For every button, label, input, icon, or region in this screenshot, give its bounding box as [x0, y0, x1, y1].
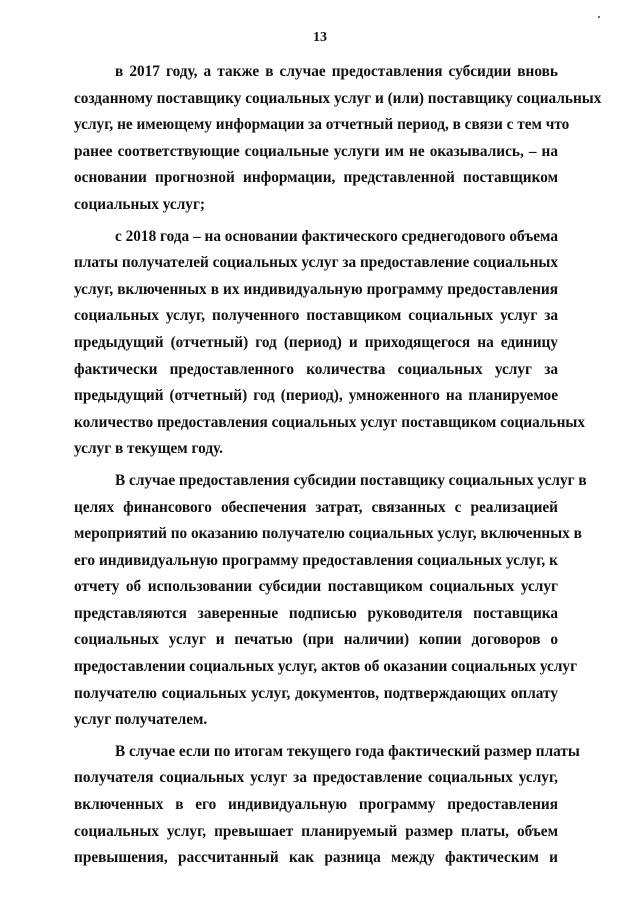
text-line: услуг получателем. — [74, 711, 208, 729]
text-line: предыдущий (отчетный) год (период), умноженного на планируемое — [74, 387, 558, 405]
text-line: услуг, включенных в их индивидуальную программу предоставления — [74, 280, 558, 298]
text-line: целях финансового обеспечения затрат, связанных с реализацией — [74, 498, 558, 516]
document-body — [74, 59, 602, 874]
text-line: социальных услуг и печатью (при наличии) копии договоров о — [74, 631, 558, 649]
text-line: В случае предоставления субсидии поставщику социальных услуг в — [115, 471, 587, 489]
text-line: отчету об использовании субсидии поставщиком социальных услуг — [74, 578, 558, 596]
text-line: представляются заверенные подписью руководителя поставщика — [74, 604, 558, 622]
page-number: 13 — [313, 30, 327, 45]
paragraph-1 — [74, 59, 602, 219]
text-line: услуг в текущем году. — [74, 440, 224, 458]
text-line: предоставлении социальных услуг, актов об оказании социальных услуг — [74, 658, 578, 676]
text-line: в 2017 году, а также в случае предоставления субсидии вновь — [115, 63, 558, 80]
text-line: мероприятий по оказанию получателю социальных услуг, включенных в — [74, 525, 582, 543]
text-line: В случае если по итогам текущего года фактический размер платы — [115, 742, 580, 760]
text-line: фактически предоставленного количества социальных услуг за — [74, 360, 558, 378]
text-line: превышения, рассчитанный как разница между фактическим и — [74, 849, 558, 867]
paragraph-3 — [74, 468, 587, 734]
text-line: включенных в его индивидуальную программу предоставления — [74, 796, 558, 814]
text-line: количество предоставления социальных услуг поставщиком социальных — [74, 413, 586, 431]
text-line: с 2018 года – на основании фактического среднегодового объема — [115, 227, 558, 245]
text-line: платы получателей социальных услуг за предоставление социальных — [74, 254, 558, 272]
paragraph-4 — [74, 739, 580, 872]
text-line: получателя социальных услуг за предоставление социальных услуг, — [74, 769, 558, 787]
text-line: предыдущий (отчетный) год (период) и приходящегося на единицу — [74, 333, 558, 351]
text-line: социальных услуг, превышает планируемый размер платы, объем — [74, 822, 558, 840]
text-line: его индивидуальную программу предоставления социальных услуг, к — [74, 551, 558, 569]
text-line: социальных услуг, полученного поставщиком социальных услуг за — [74, 307, 558, 325]
text-line: основании прогнозной информации, представленной поставщиком — [74, 169, 558, 187]
scan-speck — [598, 16, 600, 18]
text-line: созданному поставщику социальных услуг и (или) поставщику социальных — [74, 89, 602, 107]
text-line: социальных услуг; — [74, 195, 205, 213]
text-line: ранее соответствующие социальные услуги им не оказывались, – на — [74, 142, 558, 160]
text-line: получателю социальных услуг, документов, подтверждающих оплату — [74, 684, 558, 702]
text-line: услуг, не имеющему информации за отчетный период, в связи с тем что — [74, 116, 570, 134]
paragraph-2 — [74, 224, 586, 463]
